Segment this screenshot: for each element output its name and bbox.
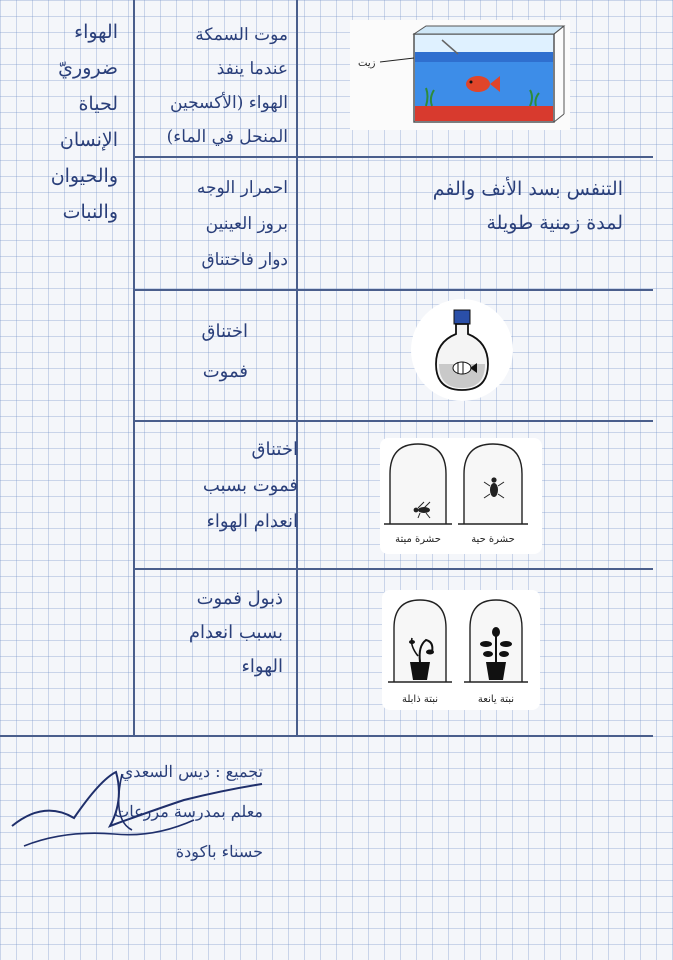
text-line: اختناق [201,321,248,342]
text-line: فموت [202,361,248,382]
aquarium-figure [350,20,570,130]
row4-result [203,432,298,540]
table-border-row2 [133,289,653,291]
text-line: بروز العينين [205,214,288,234]
row2-result [197,170,288,278]
text-line: الهواء (الأكسجين [170,93,288,113]
row2-observation [433,172,623,240]
text-line: ذبول فموت [196,588,283,609]
text-line: موت السمكة [195,25,288,45]
table-border-col1 [133,0,135,736]
text-line: لمدة زمنية طويلة [486,212,623,234]
wilted-plant-caption: نبتة ذابلة [401,694,439,705]
text-line: تجميع : ديس السعدي [120,762,263,781]
text-line: التنفس بسد الأنف والفم [432,178,623,200]
table-border-row3 [133,420,653,422]
text-line: معلم بمدرسة مزرعات [114,802,263,821]
text-line: فموت بسبب [202,475,298,496]
text-line: احمرار الوجه [196,178,288,198]
text-line: والحيوان [50,165,118,187]
table-border-row1 [133,156,653,158]
importance-column [51,14,118,230]
dead-insect-caption: حشرة ميتة [395,534,441,545]
insects-figure [380,438,542,554]
text-line: حسناء باكودة [175,842,263,861]
row3-result [202,312,248,392]
text-line: ضروريّ [58,57,118,79]
live-insect-caption: حشرة حية [471,534,515,545]
text-line: عندما ينفذ [216,59,288,79]
table-border-col2 [296,0,298,736]
text-line: الإنسان [59,129,118,151]
text-line: الهواء [241,656,283,677]
text-line: اختناق [251,439,298,460]
plants-figure [382,590,540,710]
text-line: دوار فاختناق [201,250,288,270]
text-line: بسبب انعدام [188,622,283,643]
sealed-jar-figure [408,298,516,402]
table-border-bottom [0,735,653,737]
text-line: انعدام الهواء [206,511,298,532]
signature-scribble [4,760,274,870]
text-line: والنبات [62,201,118,223]
row1-result [167,18,288,154]
text-line: الهواء [74,21,118,43]
table-border-row4 [133,568,653,570]
text-line: لحياة [78,93,118,115]
text-line: المنحل في الماء) [166,127,288,147]
healthy-plant-caption: نبتة يانعة [477,694,515,705]
oil-label: زيت [358,58,376,69]
row5-result [189,582,283,684]
